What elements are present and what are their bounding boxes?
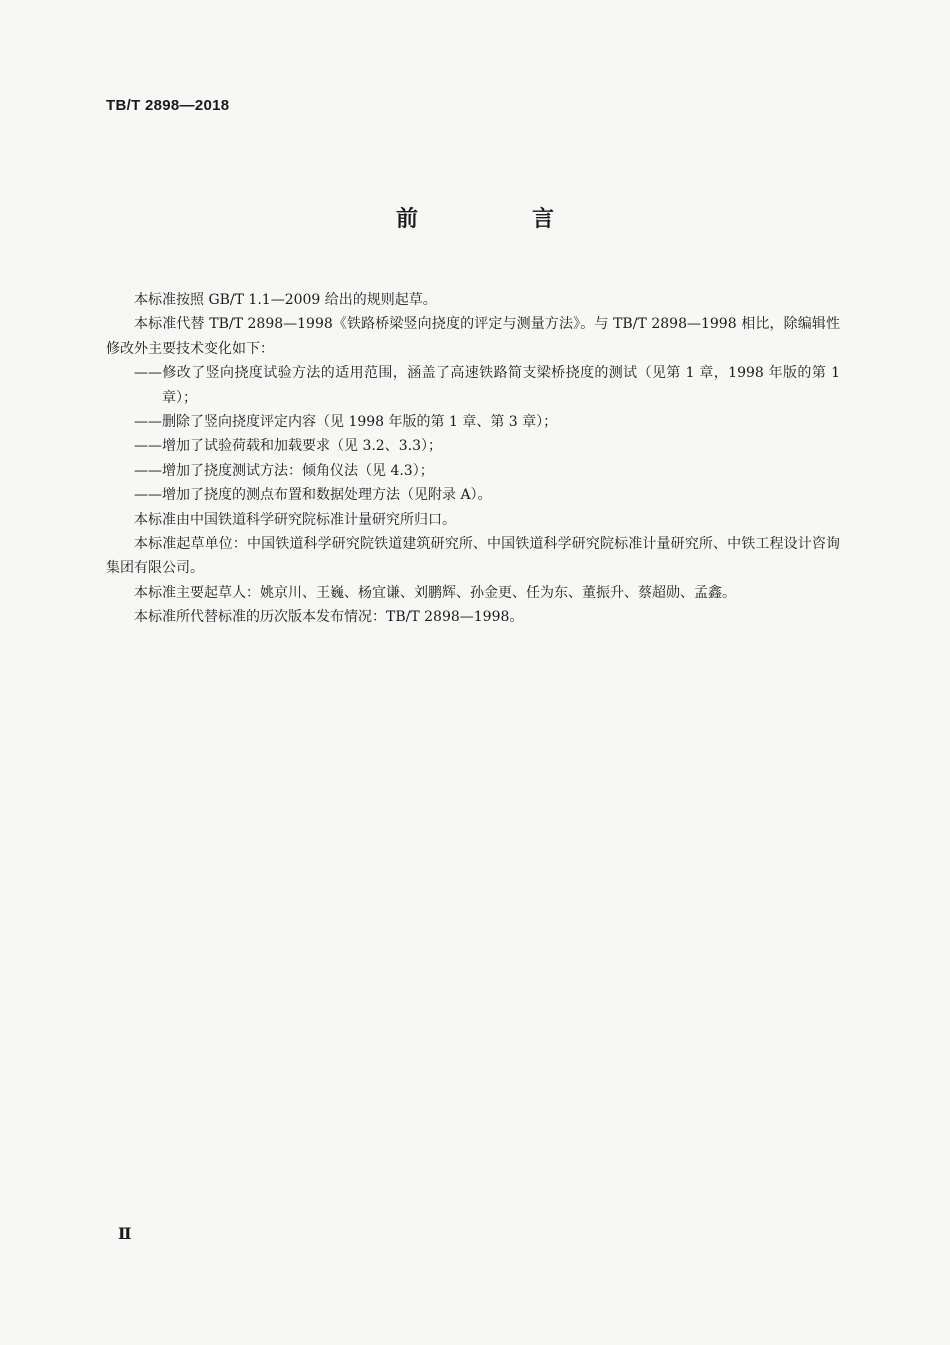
change-item: ——修改了竖向挠度试验方法的适用范围，涵盖了高速铁路简支梁桥挠度的测试（见第 1 章，1998 年版的第 1 章）； bbox=[134, 365, 840, 406]
paragraph-drafting-units: 本标准起草单位：中国铁道科学研究院铁道建筑研究所、中国铁道科学研究院标准计量研究所、中铁工程设计咨询集团有限公司。 bbox=[106, 536, 840, 577]
change-item: ——删除了竖向挠度评定内容（见 1998 年版的第 1 章、第 3 章）； bbox=[134, 414, 558, 431]
standard-code-header: TB/T 2898—2018 bbox=[106, 97, 230, 114]
paragraph-drafters: 本标准主要起草人：姚京川、王巍、杨宜谦、刘鹏辉、孙金更、任为东、董振升、蔡超勋、孟鑫。 bbox=[134, 584, 736, 601]
foreword-body bbox=[106, 288, 840, 630]
paragraph-drafting-rules: 本标准按照 GB/T 1.1—2009 给出的规则起草。 bbox=[134, 292, 437, 308]
change-item: ——增加了挠度测试方法：倾角仪法（见 4.3）； bbox=[134, 462, 434, 479]
paragraph-previous-editions: 本标准所代替标准的历次版本发布情况：TB/T 2898—1998。 bbox=[134, 609, 524, 626]
change-item: ——增加了试验荷载和加载要求（见 3.2、3.3）； bbox=[134, 438, 442, 455]
change-item: ——增加了挠度的测点布置和数据处理方法（见附录 A）。 bbox=[134, 487, 492, 504]
paragraph-replacement: 本标准代替 TB/T 2898—1998《铁路桥梁竖向挠度的评定与测量方法》。与 TB/T 2898—1998 相比，除编辑性修改外主要技术变化如下： bbox=[106, 316, 840, 357]
page-title: 前 言 bbox=[395, 206, 600, 232]
page-number: Ⅱ bbox=[118, 1224, 132, 1243]
paragraph-responsible-body: 本标准由中国铁道科学研究院标准计量研究所归口。 bbox=[134, 511, 456, 528]
